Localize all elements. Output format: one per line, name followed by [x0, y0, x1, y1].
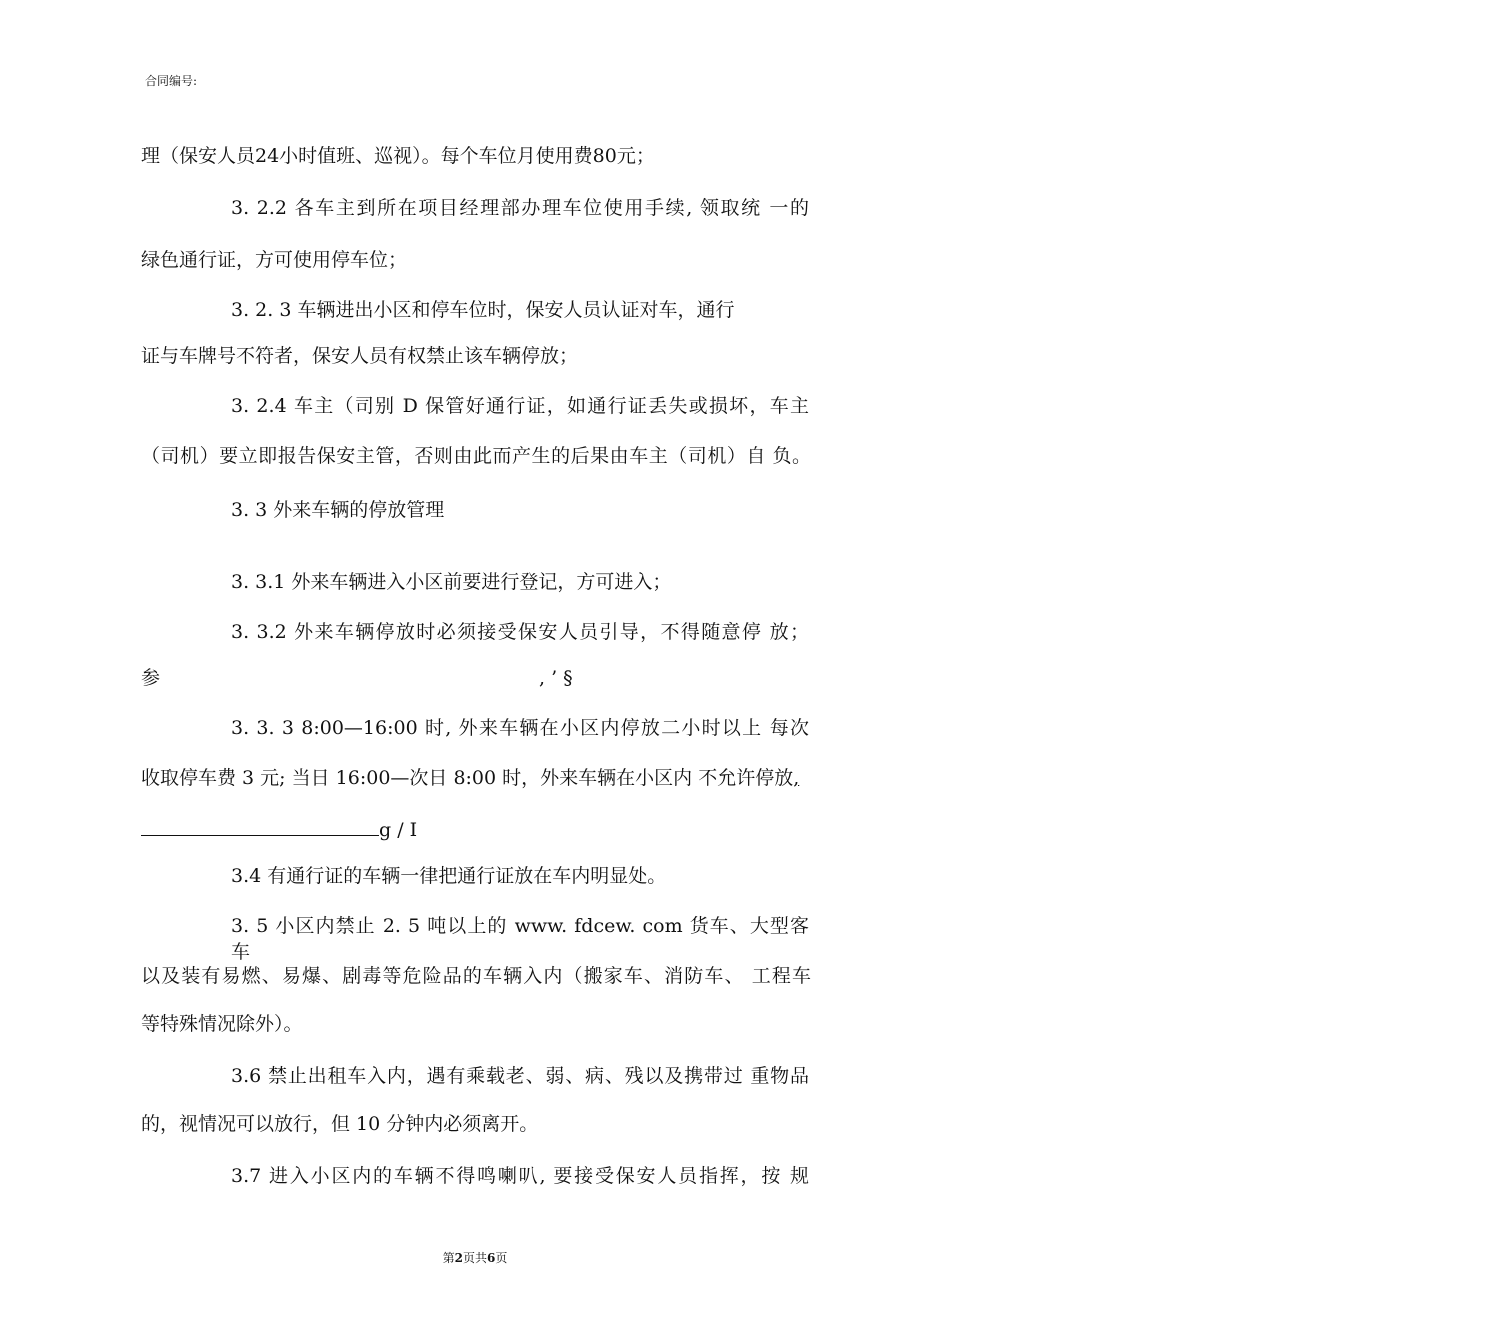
stray-mark-right: , ’ § [539, 667, 573, 689]
paragraph-line: 3. 5 小区内禁止 2. 5 吨以上的 www. fdcew. com 货车、大型客 车 [231, 915, 809, 963]
paragraph-line: 3. 3.2 外来车辆停放时必须接受保安人员引导，不得随意停 放； [231, 621, 809, 643]
paragraph-line: 3.6 禁止出租车入内，遇有乘载老、弱、病、残以及携带过 重物品 [231, 1065, 809, 1087]
footer-middle: 页共 [462, 1251, 487, 1265]
paragraph-line: 绿色通行证，方可使用停车位； [141, 249, 408, 271]
paragraph-line: （司机）要立即报告保安主管，否则由此而产生的后果由车主（司机）自 负。 [141, 445, 811, 467]
paragraph-line: 3.7 进入小区内的车辆不得鸣喇叭, 要接受保安人员指挥，按 规 [231, 1165, 809, 1187]
paragraph-line: 以及装有易燃、易爆、剧毒等危险品的车辆入内（搬家车、消防车、 工程车 [141, 965, 811, 987]
paragraph-line: 理（保安人员24小时值班、巡视）。每个车位月使用费80元； [141, 145, 655, 167]
fill-in-blank-line [141, 817, 1091, 843]
contract-number-label: 合同编号: [145, 74, 198, 88]
paragraph-line: 3. 3. 3 8:00—16:00 时, 外来车辆在小区内停放二小时以上 每次 [231, 717, 809, 739]
blank-tail-text: g / I [379, 819, 418, 841]
footer-suffix: 页 [495, 1251, 508, 1265]
paragraph-line: 等特殊情况除外）。 [141, 1013, 303, 1035]
paragraph-line [141, 765, 1091, 791]
paragraph-line: 的，视情况可以放行，但 10 分钟内必须离开。 [141, 1113, 539, 1135]
paragraph-text: 收取停车费 3 元; 当日 16:00—次日 8:00 时，外来车辆在小区内 不允许停放 [141, 767, 794, 789]
paragraph-line: 3.4 有通行证的车辆一律把通行证放在车内明显处。 [231, 865, 667, 887]
paragraph-line: 3. 2.2 各车主到所在项目经理部办理车位使用手续, 领取统 一的 [231, 197, 809, 219]
footer-page-number: 2 [454, 1251, 463, 1265]
paragraph-line: 3. 2. 3 车辆进出小区和停车位时，保安人员认证对车，通行 [231, 299, 735, 321]
page-footer [0, 1250, 950, 1266]
paragraph-line: 证与车牌号不符者，保安人员有权禁止该车辆停放； [141, 345, 579, 367]
footer-total-pages: 6 [487, 1251, 496, 1265]
footer-prefix: 第 [442, 1251, 455, 1265]
section-heading: 3. 3 外来车辆的停放管理 [231, 499, 445, 521]
paragraph-line: 3. 3.1 外来车辆进入小区前要进行登记，方可进入； [231, 571, 672, 593]
blank-underline [141, 817, 379, 836]
stray-mark-left: 参 [141, 667, 161, 689]
underlined-comma: , [793, 767, 800, 789]
paragraph-line: 3. 2.4 车主（司别 D 保管好通行证，如通行证丢失或损坏，车主 [231, 395, 809, 417]
